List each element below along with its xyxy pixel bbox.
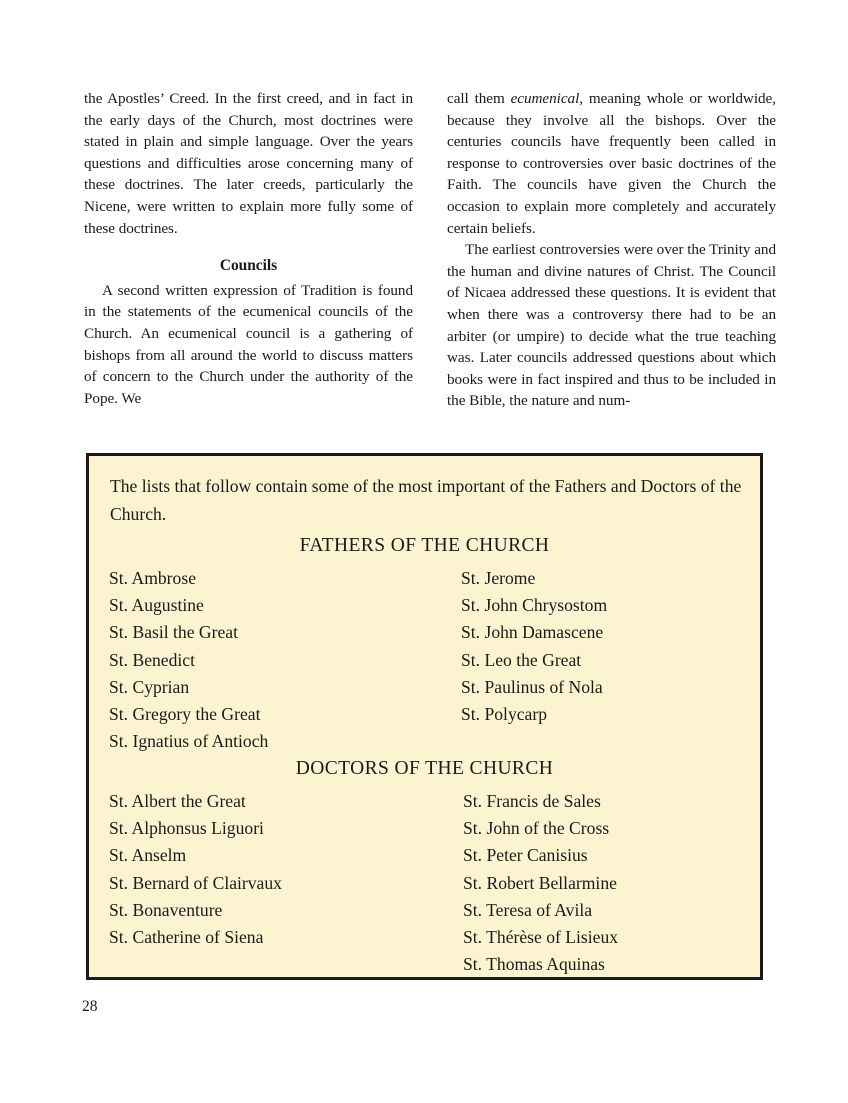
list-item: St. John Damascene: [461, 622, 604, 643]
list-item: St. Polycarp: [461, 704, 548, 725]
list-item: St. Cyprian: [109, 676, 190, 697]
paragraph-earliest-controversies: The earliest controversies were over the Trinity and the human and divine natures of Christ. The Council of Nicaea addressed these questions. It is evident that when there was a controversy there had to be an arbiter (or umpire) to decide what the true teaching was. Later councils addressed questions about which books were in fact inspired and thus to be included in the Bible, the nature and num-: [447, 241, 776, 410]
doctors-list-left-column: [109, 788, 282, 951]
list-item: St. Bonaventure: [109, 899, 223, 920]
list-item: St. Albert the Great: [109, 791, 246, 811]
fathers-list-title: FATHERS OF THE CHURCH: [299, 535, 550, 556]
ecumenical-pre-text: call them: [447, 90, 511, 107]
list-item: St. Gregory the Great: [109, 704, 261, 725]
list-item: St. Bernard of Clairvaux: [109, 872, 282, 893]
section-heading-councils: Councils: [219, 257, 278, 275]
list-item: St. Catherine of Siena: [109, 927, 264, 948]
list-item: St. Thérèse of Lisieux: [463, 927, 619, 948]
list-item: St. Augustine: [109, 595, 204, 616]
fathers-and-doctors-box: [86, 453, 763, 980]
list-item: St. Basil the Great: [109, 622, 238, 643]
paragraph-ecumenical-definition: [447, 88, 776, 239]
list-item: St. Leo the Great: [461, 649, 582, 670]
listbox-intro-text: The lists that follow contain some of the most important of the Fathers and Doctors of the Church.: [110, 476, 742, 524]
fathers-list-left-column: [109, 565, 268, 755]
list-item: St. Paulinus of Nola: [461, 676, 603, 697]
fathers-list-right-column: [461, 565, 607, 728]
list-item: St. Alphonsus Liguori: [109, 818, 264, 839]
paragraph-creeds-continued: the Apostles’ Creed. In the first creed, and in fact in the early days of the Church, most doctrines were stated in plain and simple language. Over the years questions and difficulties arose concerning many of these doctrines. The later creeds, particularly the Nicene, were written to explain more fully some of these doctrines.: [84, 90, 413, 237]
list-item: St. Peter Canisius: [463, 845, 588, 866]
list-item: St. Jerome: [461, 568, 536, 588]
body-columns: [84, 88, 776, 412]
list-item: St. Francis de Sales: [463, 791, 601, 811]
list-item: St. Ambrose: [109, 568, 196, 588]
doctors-list-right-column: [463, 788, 618, 978]
doctors-list-title: DOCTORS OF THE CHURCH: [295, 758, 554, 779]
page-number: 28: [82, 998, 98, 1015]
list-item: St. John Chrysostom: [461, 595, 608, 616]
list-item: St. Anselm: [109, 845, 187, 866]
list-item: St. Benedict: [109, 649, 196, 670]
left-column: [84, 88, 413, 412]
list-item: St. Teresa of Avila: [463, 899, 593, 920]
right-column: [447, 88, 776, 412]
ecumenical-italic-term: ecumenical: [510, 90, 580, 107]
list-item: St. Robert Bellarmine: [463, 872, 617, 893]
paragraph-councils-intro: A second written expression of Tradition is found in the statements of the ecumenical councils of the Church. An ecumenical council is a gathering of bishops from all around the world to discuss matters of concern to the Church under the authority of the Pope. We: [84, 281, 413, 407]
list-item: St. John of the Cross: [463, 818, 610, 839]
list-item: St. Thomas Aquinas: [463, 954, 605, 975]
ecumenical-post-text: , meaning whole or worldwide, because they involve all the bishops. Over the centuries councils have frequently been called in response to controversies over basic doctrines of the Faith. The councils have given the Church the occasion to explain more completely and accurately certain beliefs.: [447, 90, 776, 237]
list-item: St. Ignatius of Antioch: [109, 731, 269, 752]
